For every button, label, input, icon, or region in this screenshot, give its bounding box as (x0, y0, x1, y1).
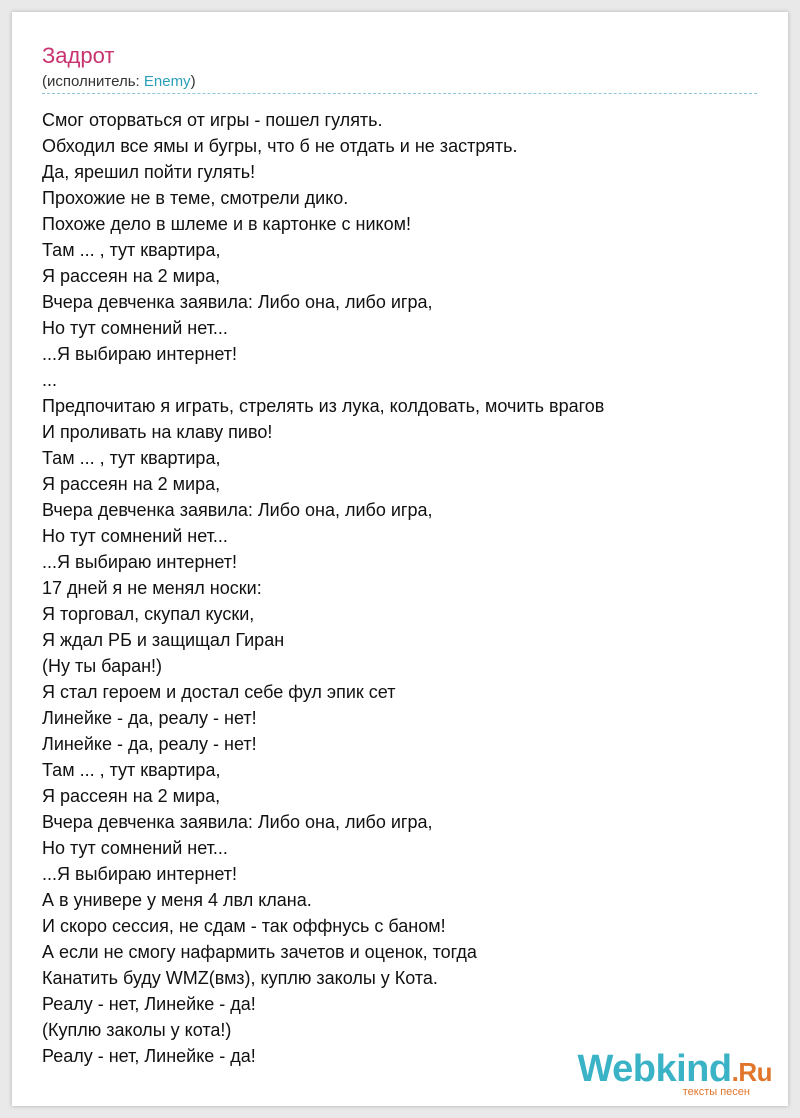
lyric-line: Да, ярешил пойти гулять! (42, 162, 256, 182)
lyric-line: (Ну ты баран!) (42, 656, 163, 676)
lyric-line: А если не смогу нафармить зачетов и оценок, тогда (42, 942, 477, 962)
lyrics-body (42, 107, 604, 1069)
artist-suffix: ) (190, 73, 196, 90)
lyric-line: И скоро сессия, не сдам - так оффнусь с баном! (42, 916, 446, 936)
lyric-line: 17 дней я не менял носки: (42, 578, 262, 598)
artist-prefix: (исполнитель: (42, 73, 144, 90)
lyrics-card (12, 12, 788, 1106)
lyric-line: Я рассеян на 2 мира, (42, 474, 221, 494)
lyric-line: Я рассеян на 2 мира, (42, 786, 221, 806)
lyric-line: И проливать на клаву пиво! (42, 422, 273, 442)
lyric-line: Вчера девченка заявила: Либо она, либо игра, (42, 292, 433, 312)
artist-line (42, 72, 196, 92)
title-divider (42, 93, 757, 94)
lyric-line: Похоже дело в шлеме и в картонке с ником! (42, 214, 411, 234)
lyric-line: Но тут сомнений нет... (42, 526, 228, 546)
lyric-line: Там ... , тут квартира, (42, 240, 221, 260)
lyric-line: Предпочитаю я играть, стрелять из лука, колдовать, мочить врагов (42, 396, 605, 416)
song-title: Задрот (42, 43, 115, 68)
lyric-line: Вчера девченка заявила: Либо она, либо игра, (42, 812, 433, 832)
lyric-line: Канатить буду WMZ(вмз), куплю заколы у Кота. (42, 968, 438, 988)
lyric-line: ...Я выбираю интернет! (42, 552, 238, 572)
lyric-line: ...Я выбираю интернет! (42, 344, 238, 364)
lyric-line: Я рассеян на 2 мира, (42, 266, 221, 286)
lyric-line: Я торговал, скупал куски, (42, 604, 255, 624)
lyric-line: А в универе у меня 4 лвл клана. (42, 890, 312, 910)
lyric-line: ...Я выбираю интернет! (42, 864, 238, 884)
lyric-line: Я ждал РБ и защищал Гиран (42, 630, 285, 650)
watermark-tagline: тексты песен (682, 1086, 750, 1098)
lyric-line: Но тут сомнений нет... (42, 318, 228, 338)
lyric-line: Линейке - да, реалу - нет! (42, 708, 257, 728)
lyric-line: Реалу - нет, Линейке - да! (42, 994, 256, 1014)
watermark-brand: Webkind (577, 1048, 732, 1090)
lyric-line: Смог оторваться от игры - пошел гулять. (42, 110, 383, 130)
lyric-line: Вчера девченка заявила: Либо она, либо игра, (42, 500, 433, 520)
lyric-line: Но тут сомнений нет... (42, 838, 228, 858)
lyric-line: Там ... , тут квартира, (42, 448, 221, 468)
site-watermark (577, 1049, 772, 1098)
lyric-line: Там ... , тут квартира, (42, 760, 221, 780)
lyric-line: Реалу - нет, Линейке - да! (42, 1046, 256, 1066)
watermark-tld: .Ru (731, 1057, 772, 1087)
lyric-line: Обходил все ямы и бугры, что б не отдать и не застрять. (42, 136, 518, 156)
lyric-line: (Куплю заколы у кота!) (42, 1020, 232, 1040)
artist-link[interactable]: Enemy (143, 73, 191, 90)
lyric-line: Прохожие не в теме, смотрели дико. (42, 188, 349, 208)
lyric-line: ... (42, 370, 58, 390)
lyric-line: Линейке - да, реалу - нет! (42, 734, 257, 754)
lyric-line: Я стал героем и достал себе фул эпик сет (42, 682, 396, 702)
